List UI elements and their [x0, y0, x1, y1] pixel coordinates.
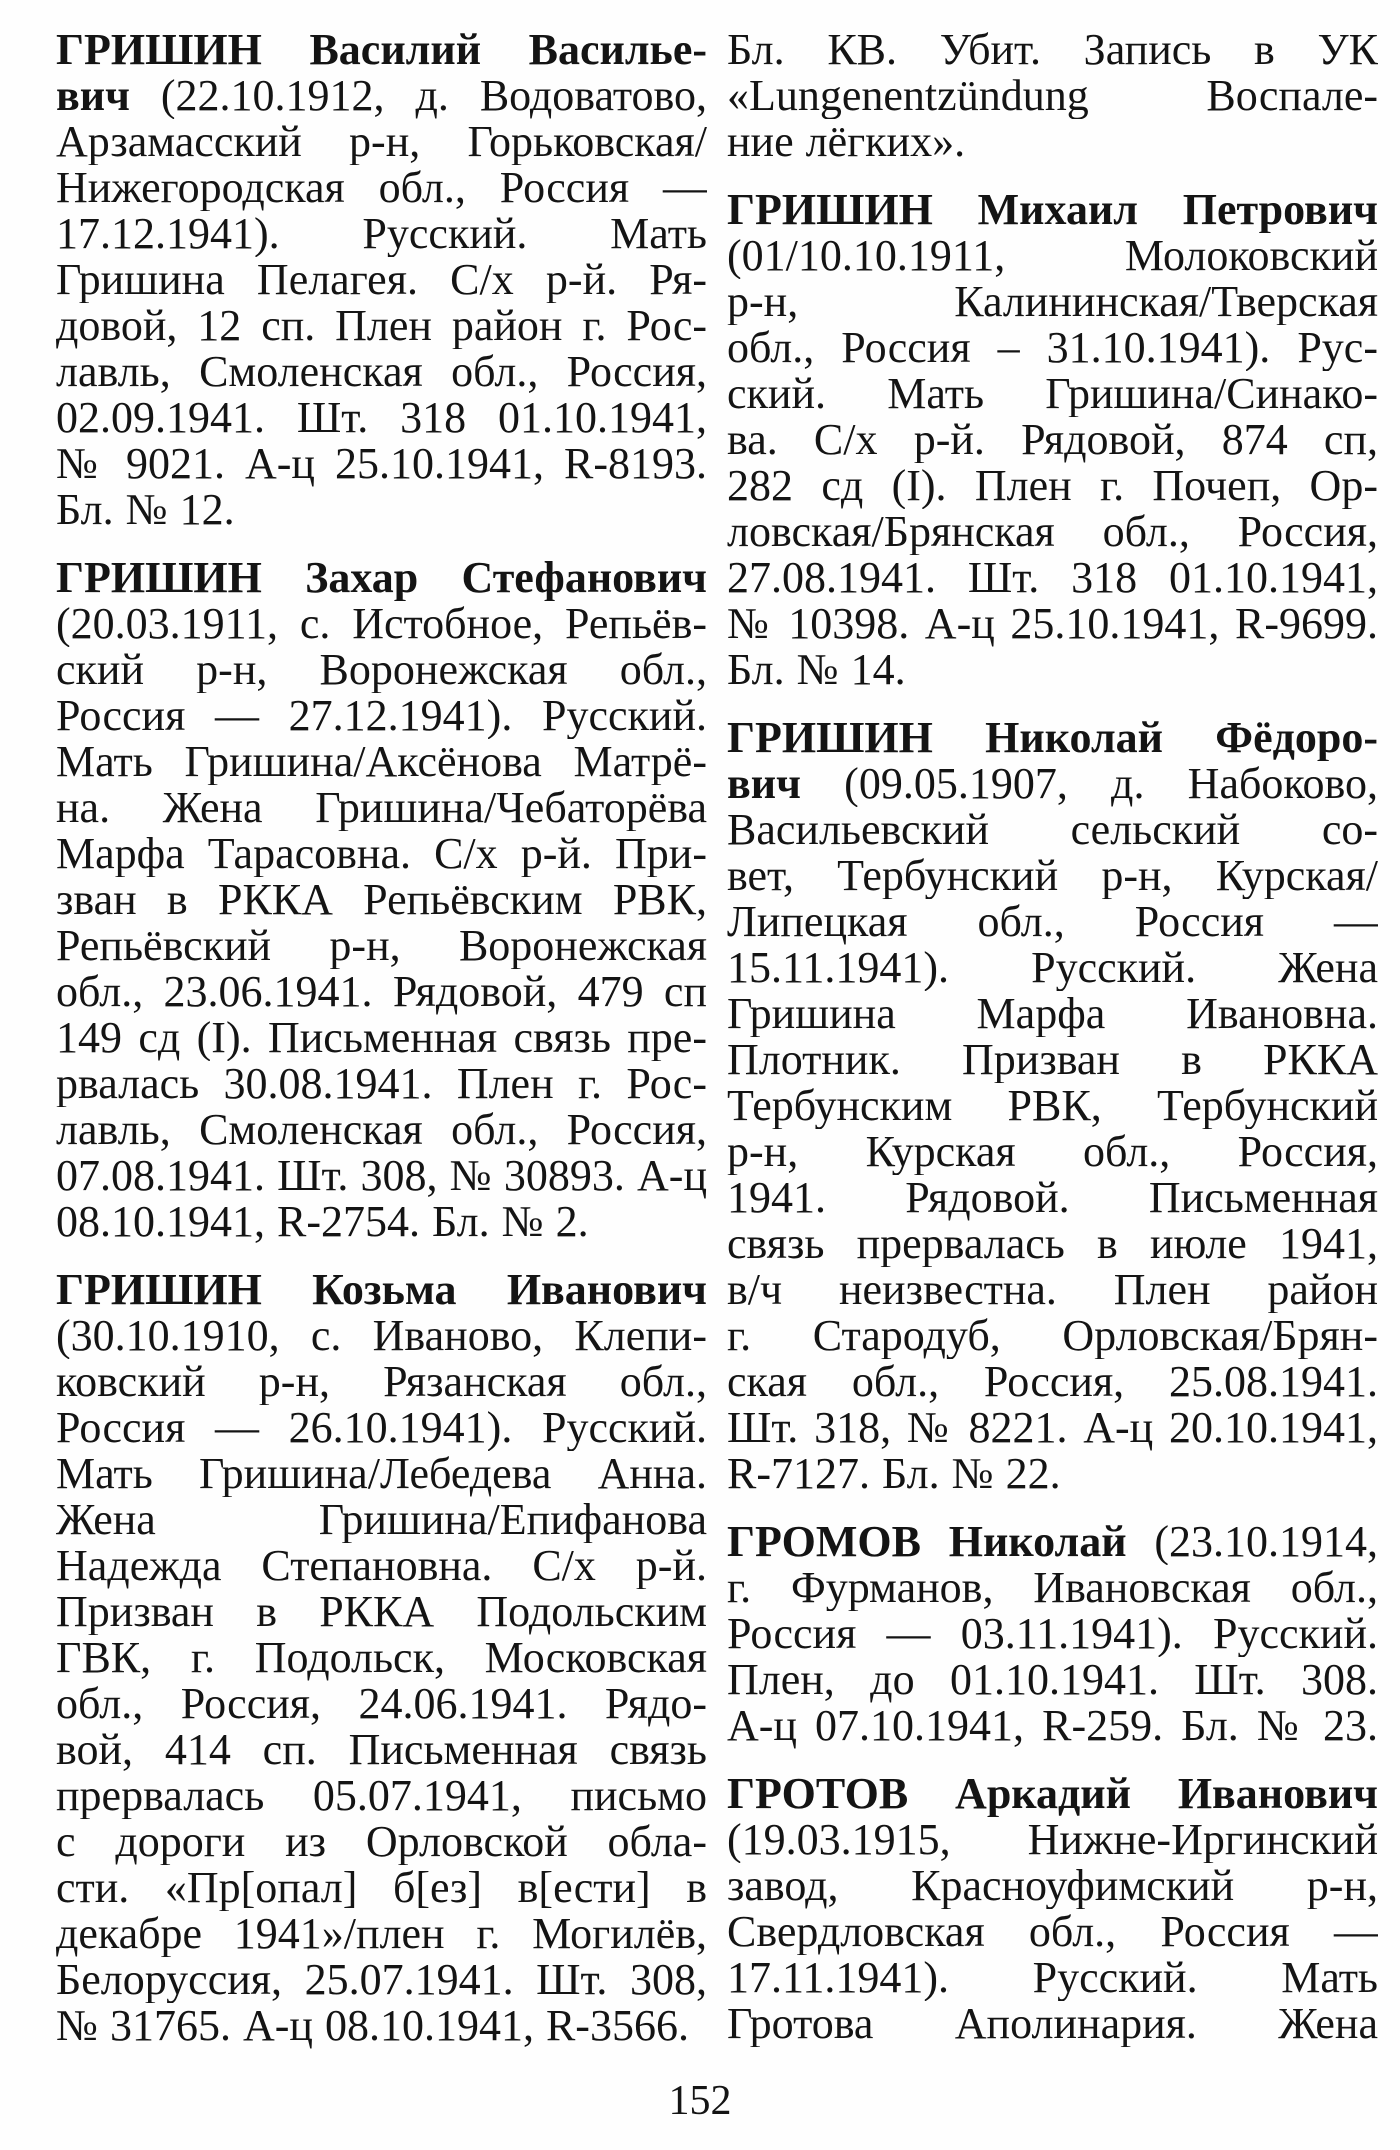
entry-line: 02.09.1941. Шт. 318 01.10.1941, [56, 395, 707, 441]
entry-line: вет, Тербунский р-н, Курская/ [727, 853, 1378, 899]
entry-line: обл., Россия – 31.10.1941). Рус- [727, 325, 1378, 371]
entry-line: Призван в РККА Подольским [56, 1589, 707, 1635]
entry-line: 15.11.1941). Русский. Жена [727, 945, 1378, 991]
entry-line: Шт. 318, № 8221. А-ц 20.10.1941, [727, 1405, 1378, 1451]
entry-line: (20.03.1911, с. Истобное, Репьёв- [56, 601, 707, 647]
entry-line: прервалась 05.07.1941, письмо [56, 1773, 707, 1819]
entry-line: Арзамасский р-н, Горьковская/ [56, 119, 707, 165]
entry-name-bold: ГРИШИН Козьма Иванович [56, 1267, 707, 1313]
entry-name-bold: вич [56, 73, 130, 119]
entry-line: № 31765. А-ц 08.10.1941, R-3566. [56, 2003, 689, 2049]
entry-line: сти. «Пр[опал] б[ез] в[ести] в [56, 1865, 707, 1911]
entry-line: 27.08.1941. Шт. 318 01.10.1941, [727, 555, 1378, 601]
entry-line: рвалась 30.08.1941. Плен г. Рос- [56, 1061, 707, 1107]
entry-line: 149 сд (I). Письменная связь пре- [56, 1015, 707, 1061]
entry-line: Репьёвский р-н, Воронежская [56, 923, 707, 969]
entry-line: (01/10.10.1911, Молоковский [727, 233, 1378, 279]
entry-line: 08.10.1941, R-2754. Бл. № 2. [56, 1199, 589, 1245]
entry-line: Россия — 03.11.1941). Русский. [727, 1611, 1378, 1657]
entry-line: с дороги из Орловской обла- [56, 1819, 707, 1865]
entry-line: зван в РККА Репьёвским РВК, [56, 877, 707, 923]
entry-line: Свердловская обл., Россия — [727, 1909, 1378, 1955]
entry-line: ский р-н, Воронежская обл., [56, 647, 707, 693]
entry-line: на. Жена Гришина/Чебаторёва [56, 785, 707, 831]
entry-line [56, 1267, 707, 1313]
entry-line: 17.11.1941). Русский. Мать [727, 1955, 1378, 2001]
entry-line: Бл. № 12. [56, 487, 235, 533]
column-right [727, 27, 1378, 2049]
entry-line: 17.12.1941). Русский. Мать [56, 211, 707, 257]
page-number: 152 [668, 2078, 732, 2124]
entry-line: ГРОМОВ Николай (23.10.1914, [727, 1519, 1378, 1565]
entry-line: (30.10.1910, с. Иваново, Клепи- [56, 1313, 707, 1359]
entry-line: R-7127. Бл. № 22. [727, 1451, 1061, 1497]
column-left [56, 27, 707, 2049]
entry-line: Васильевский сельский со- [727, 807, 1378, 853]
entry-line: Бл. № 14. [727, 647, 906, 693]
entry-line: лавль, Смоленская обл., Россия, [56, 349, 707, 395]
entry-line: Плотник. Призван в РККА [727, 1037, 1378, 1083]
entry-line [727, 715, 1378, 761]
entry [56, 1267, 707, 2049]
entry-name-bold: ГРИШИН Захар Стефанович [56, 555, 707, 601]
entry-line: Белоруссия, 25.07.1941. Шт. 308, [56, 1957, 707, 2003]
entry-line: Тербунским РВК, Тербунский [727, 1083, 1378, 1129]
entry-line: р-н, Курская обл., Россия, [727, 1129, 1378, 1175]
entry-line: № 10398. А-ц 25.10.1941, R-9699. [727, 601, 1378, 647]
entry-name-bold: ГРОМОВ Николай [727, 1519, 1127, 1565]
entry-line: г. Стародуб, Орловская/Брян- [727, 1313, 1378, 1359]
entry-line: Мать Гришина/Лебедева Анна. [56, 1451, 707, 1497]
entry-line: обл., 23.06.1941. Рядовой, 479 сп [56, 969, 707, 1015]
entry-line: Липецкая обл., Россия — [727, 899, 1378, 945]
entry-line: Надежда Степановна. С/х р-й. [56, 1543, 707, 1589]
entry [727, 715, 1378, 1497]
entry-line: Гротова Аполинария. Жена [727, 2001, 1378, 2047]
entry-line: Гришина Пелагея. С/х р-й. Ря- [56, 257, 707, 303]
entry-line: лавль, Смоленская обл., Россия, [56, 1107, 707, 1153]
entry-line: 1941. Рядовой. Письменная [727, 1175, 1378, 1221]
entry-line: обл., Россия, 24.06.1941. Рядо- [56, 1681, 707, 1727]
entry-line: ская обл., Россия, 25.08.1941. [727, 1359, 1378, 1405]
entry-line: вой, 414 сп. Письменная связь [56, 1727, 707, 1773]
entry-line: Россия — 27.12.1941). Русский. [56, 693, 707, 739]
entry-line: связь прервалась в июле 1941, [727, 1221, 1378, 1267]
entry-line: Нижегородская обл., Россия — [56, 165, 707, 211]
entry [56, 27, 707, 533]
entry [727, 1519, 1378, 1749]
entry-name-bold: ГРИШИН Николай Фёдоро- [727, 715, 1378, 761]
entry-line: р-н, Калининская/Тверская [727, 279, 1378, 325]
entry-line: Гришина Марфа Ивановна. [727, 991, 1378, 1037]
entry-line: «Lungenentzündung Воспале- [727, 73, 1378, 119]
entry-line: 07.08.1941. Шт. 308, № 30893. А-ц [56, 1153, 707, 1199]
entry-line [727, 187, 1378, 233]
entry-line: 282 сд (I). Плен г. Почеп, Ор- [727, 463, 1378, 509]
entry-line: Бл. КВ. Убит. Запись в УК [727, 27, 1378, 73]
entry-line: ние лёгких». [727, 119, 966, 165]
entry [727, 1771, 1378, 2047]
entry-name-bold: ГРИШИН Михаил Петрович [727, 187, 1378, 233]
entry-name-bold: ГРИШИН Василий Василье- [56, 27, 707, 73]
entry [56, 555, 707, 1245]
entry-line: ловская/Брянская обл., Россия, [727, 509, 1378, 555]
entry-line: ский. Мать Гришина/Синако- [727, 371, 1378, 417]
entry [727, 27, 1378, 165]
entry-line: декабре 1941»/плен г. Могилёв, [56, 1911, 707, 1957]
entry-name-bold: вич [727, 761, 801, 807]
entry-line: ГВК, г. Подольск, Московская [56, 1635, 707, 1681]
entry-line: № 9021. А-ц 25.10.1941, R-8193. [56, 441, 707, 487]
entry-name-bold: ГРОТОВ Аркадий Иванович [727, 1771, 1378, 1817]
entry-line: в/ч неизвестна. Плен район [727, 1267, 1378, 1313]
entry-line: Плен, до 01.10.1941. Шт. 308. [727, 1657, 1378, 1703]
entry [727, 187, 1378, 693]
entry-line: ковский р-н, Рязанская обл., [56, 1359, 707, 1405]
entry-line: вич (22.10.1912, д. Водоватово, [56, 73, 707, 119]
entry-line: вич (09.05.1907, д. Набоково, [727, 761, 1378, 807]
entry-line [56, 555, 707, 601]
entry-line: г. Фурманов, Ивановская обл., [727, 1565, 1378, 1611]
entry-line: А-ц 07.10.1941, R-259. Бл. № 23. [727, 1703, 1378, 1749]
entry-line [56, 27, 707, 73]
text-columns [56, 27, 1378, 2049]
entry-line: Марфа Тарасовна. С/х р-й. При- [56, 831, 707, 877]
entry-line: Россия — 26.10.1941). Русский. [56, 1405, 707, 1451]
entry-line: (19.03.1915, Нижне-Иргинский [727, 1817, 1378, 1863]
entry-line: Жена Гришина/Епифанова [56, 1497, 707, 1543]
entry-line [727, 1771, 1378, 1817]
entry-line: завод, Красноуфимский р-н, [727, 1863, 1378, 1909]
entry-line: довой, 12 сп. Плен район г. Рос- [56, 303, 707, 349]
entry-line: ва. С/х р-й. Рядовой, 874 сп, [727, 417, 1378, 463]
entry-line: Мать Гришина/Аксёнова Матрё- [56, 739, 707, 785]
